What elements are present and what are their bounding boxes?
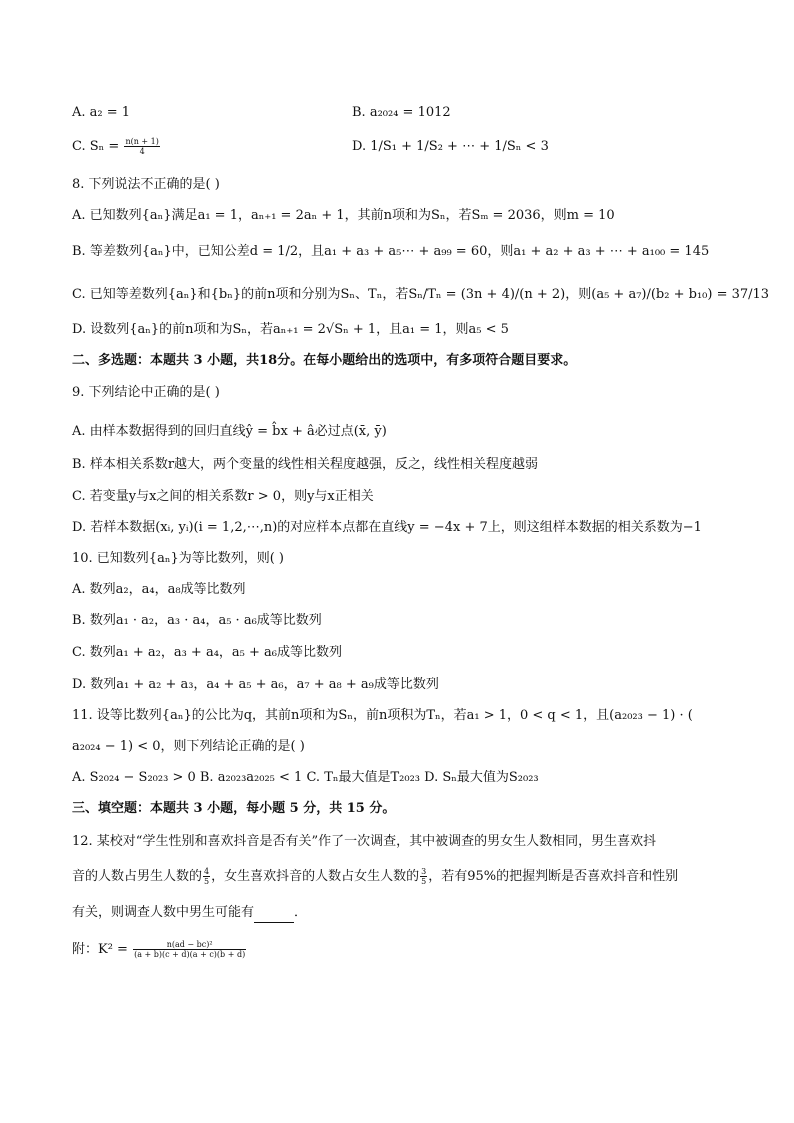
q12-appendix	[72, 940, 247, 960]
q12-line2-part-a: 音的人数占男生人数的	[72, 869, 203, 884]
q7-option-c-prefix: C. Sₙ =	[72, 139, 120, 154]
q11-options: A. S₂₀₂₄ − S₂₀₂₃ > 0 B. a₂₀₂₃a₂₀₂₅ < 1 C. Tₙ最大值是T₂₀₂₃ D. Sₙ最大值为S₂₀₂₃	[72, 770, 539, 785]
q7-option-c-fraction	[124, 137, 159, 156]
q7-option-c-frac-num: n(n + 1)	[125, 137, 159, 146]
q10-option-b: B. 数列a₁ · a₂，a₃ · a₄，a₅ · a₆成等比数列	[72, 613, 322, 628]
q12-line3	[72, 903, 307, 923]
q12-line1: 12. 某校对“学生性别和喜欢抖音是否有关”作了一次调查，其中被调查的男女生人数相同，男生喜欢抖	[72, 834, 657, 849]
q12-frac1-den: 5	[204, 877, 210, 886]
q12-fraction-female	[420, 867, 427, 886]
q8-stem: 8. 下列说法不正确的是( )	[72, 177, 220, 192]
q9-stem: 9. 下列结论中正确的是( )	[72, 385, 220, 400]
q8-option-d: D. 设数列{aₙ}的前n项和为Sₙ，若aₙ₊₁ = 2√Sₙ + 1，且a₁ = 1，则a₅ < 5	[72, 322, 509, 337]
q8-option-b: B. 等差数列{aₙ}中，已知公差d = 1/2，且a₁ + a₃ + a₅⋯ + a₉₉ = 60，则a₁ + a₂ + a₃ + ⋯ + a₁₀₀ = 145	[72, 244, 710, 259]
q10-option-c: C. 数列a₁ + a₂，a₃ + a₄，a₅ + a₆成等比数列	[72, 645, 342, 660]
q8-option-c: C. 已知等差数列{aₙ}和{bₙ}的前n项和分别为Sₙ、Tₙ，若Sₙ/Tₙ = (3n + 4)/(n + 2)，则(a₅ + a₇)/(b₂ + b₁₀) = 37/13	[72, 287, 770, 302]
q10-option-a: A. 数列a₂，a₄，a₈成等比数列	[72, 582, 246, 597]
appendix-k2-fraction	[133, 940, 246, 959]
q7-option-a: A. a₂ = 1	[72, 105, 131, 120]
q12-frac2-num: 3	[421, 867, 427, 876]
answer-blank[interactable]	[254, 910, 294, 923]
q12-fraction-male	[203, 867, 210, 886]
q8-option-a: A. 已知数列{aₙ}满足a₁ = 1，aₙ₊₁ = 2aₙ + 1，其前n项和为Sₙ，若Sₘ = 2036，则m = 10	[72, 208, 615, 223]
q9-option-d: D. 若样本数据(xᵢ, yᵢ)(i = 1,2,⋯,n)的对应样本点都在直线y = −4x + 7上，则这组样本数据的相关系数为−1	[72, 520, 702, 535]
q9-option-b: B. 样本相关系数r越大，两个变量的线性相关程度越强，反之，线性相关程度越弱	[72, 457, 539, 472]
q7-option-d: D. 1/S₁ + 1/S₂ + ⋯ + 1/Sₙ < 3	[352, 139, 549, 154]
section-2-heading: 二、多选题：本题共 3 小题，共18分。在每小题给出的选项中，有多项符合题目要求。	[72, 353, 577, 368]
q10-option-d: D. 数列a₁ + a₂ + a₃，a₄ + a₅ + a₆，a₇ + a₈ + a₉成等比数列	[72, 677, 439, 692]
appendix-den: (a + b)(c + d)(a + c)(b + d)	[134, 950, 246, 959]
q9-option-c: C. 若变量y与x之间的相关系数r > 0，则y与x正相关	[72, 489, 374, 504]
section-3-heading: 三、填空题：本题共 3 小题，每小题 5 分，共 15 分。	[72, 801, 396, 816]
q11-stem-line2: a₂₀₂₄ − 1) < 0，则下列结论正确的是( )	[72, 739, 305, 754]
q7-option-b: B. a₂₀₂₄ = 1012	[352, 105, 451, 120]
appendix-num: n(ad − bc)²	[133, 940, 246, 950]
q12-line3-text: 有关，则调查人数中男生可能有	[72, 905, 255, 920]
q10-stem: 10. 已知数列{aₙ}为等比数列，则( )	[72, 551, 284, 566]
q7-option-c	[72, 137, 161, 157]
q12-frac2-den: 5	[421, 877, 427, 886]
appendix-prefix: 附：K² =	[72, 942, 128, 957]
q12-line3-end: ．	[294, 905, 308, 920]
q12-frac1-num: 4	[204, 867, 210, 876]
q7-option-c-frac-den: 4	[139, 147, 145, 156]
q12-line2-part-c: ，若有95%的把握判断是否喜欢抖音和性别	[428, 869, 679, 884]
q9-option-a: A. 由样本数据得到的回归直线ŷ = b̂x + â必过点(x̄, ȳ)	[72, 424, 387, 439]
q12-line2	[72, 867, 678, 887]
q11-stem-line1: 11. 设等比数列{aₙ}的公比为q，其前n项和为Sₙ，前n项积为Tₙ，若a₁ > 1，0 < q < 1，且(a₂₀₂₃ − 1) · (	[72, 708, 693, 723]
q12-line2-part-b: ，女生喜欢抖音的人数占女生人数的	[211, 869, 420, 884]
